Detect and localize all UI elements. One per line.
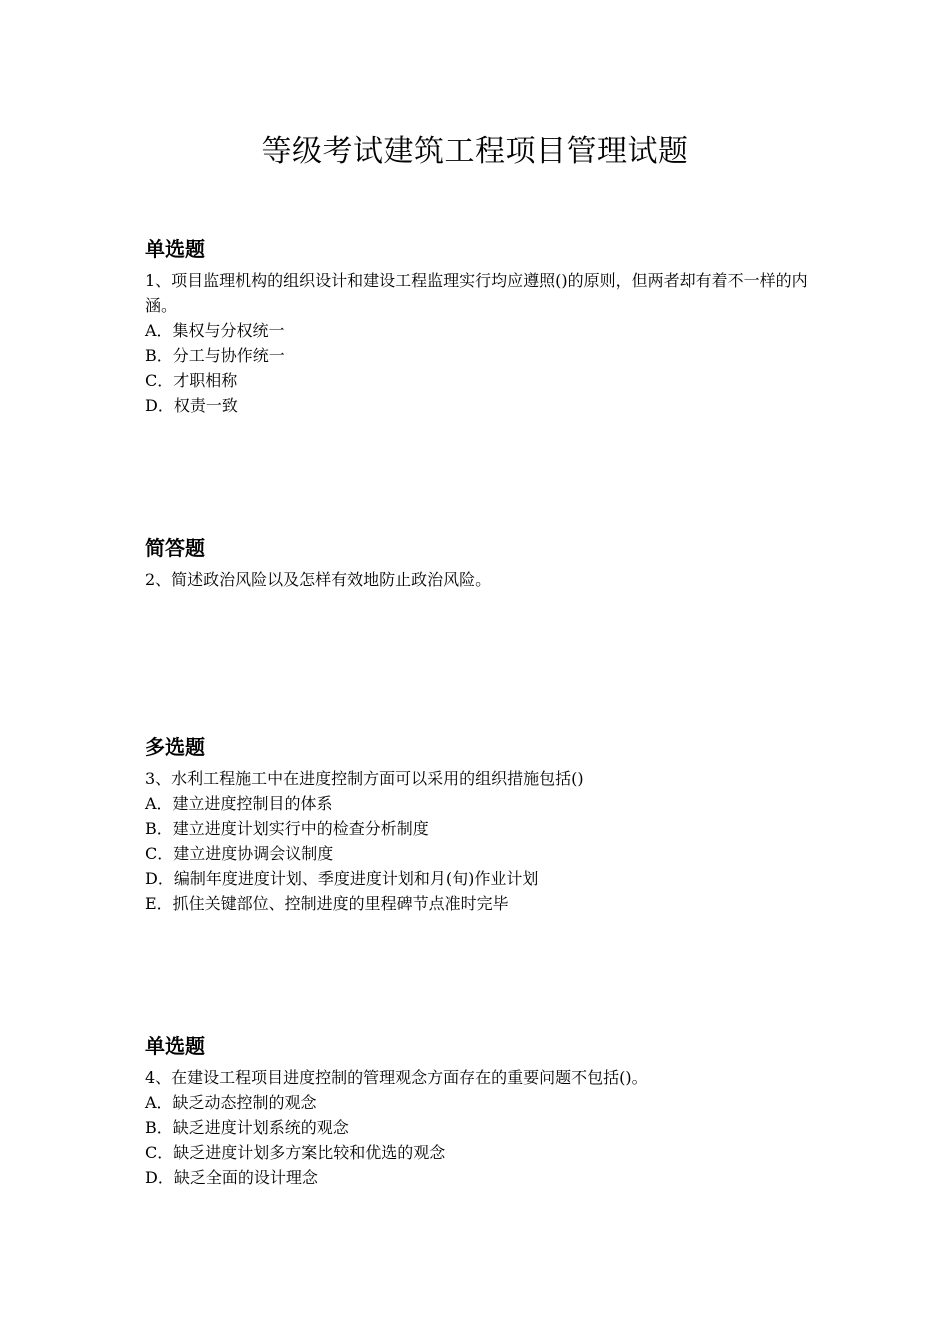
option-c: C．缺乏进度计划多方案比较和优选的观念 — [145, 1143, 446, 1162]
option-c: C．建立进度协调会议制度 — [145, 844, 334, 863]
question-block-1 — [145, 234, 825, 418]
question-block-3 — [145, 732, 825, 916]
question-stem: 4、在建设工程项目进度控制的管理观念方面存在的重要问题不包括()。 — [145, 1068, 648, 1087]
section-heading: 多选题 — [145, 735, 205, 759]
question-block-2 — [145, 533, 825, 592]
question-stem: 3、水利工程施工中在进度控制方面可以采用的组织措施包括() — [145, 769, 584, 788]
option-d: D．权责一致 — [145, 396, 238, 415]
option-a: A．集权与分权统一 — [145, 321, 285, 340]
option-b: B．缺乏进度计划系统的观念 — [145, 1118, 349, 1137]
option-a: A．缺乏动态控制的观念 — [145, 1093, 317, 1112]
section-heading: 简答题 — [145, 536, 205, 560]
section-heading: 单选题 — [145, 237, 205, 261]
question-stem: 2、简述政治风险以及怎样有效地防止政治风险。 — [145, 570, 492, 589]
question-block-4 — [145, 1031, 825, 1190]
option-d: D．缺乏全面的设计理念 — [145, 1168, 318, 1187]
section-heading: 单选题 — [145, 1034, 205, 1058]
option-b: B．分工与协作统一 — [145, 346, 285, 365]
option-d: D．编制年度进度计划、季度进度计划和月(旬)作业计划 — [145, 869, 539, 888]
document-title: 等级考试建筑工程项目管理试题 — [261, 134, 689, 169]
option-b: B．建立进度计划实行中的检查分析制度 — [145, 819, 429, 838]
option-e: E．抓住关键部位、控制进度的里程碑节点准时完毕 — [145, 894, 509, 913]
option-a: A．建立进度控制目的体系 — [145, 794, 333, 813]
question-stem: 1、项目监理机构的组织设计和建设工程监理实行均应遵照()的原则，但两者却有着不一样的内涵。 — [145, 271, 808, 315]
option-c: C．才职相称 — [145, 371, 238, 390]
